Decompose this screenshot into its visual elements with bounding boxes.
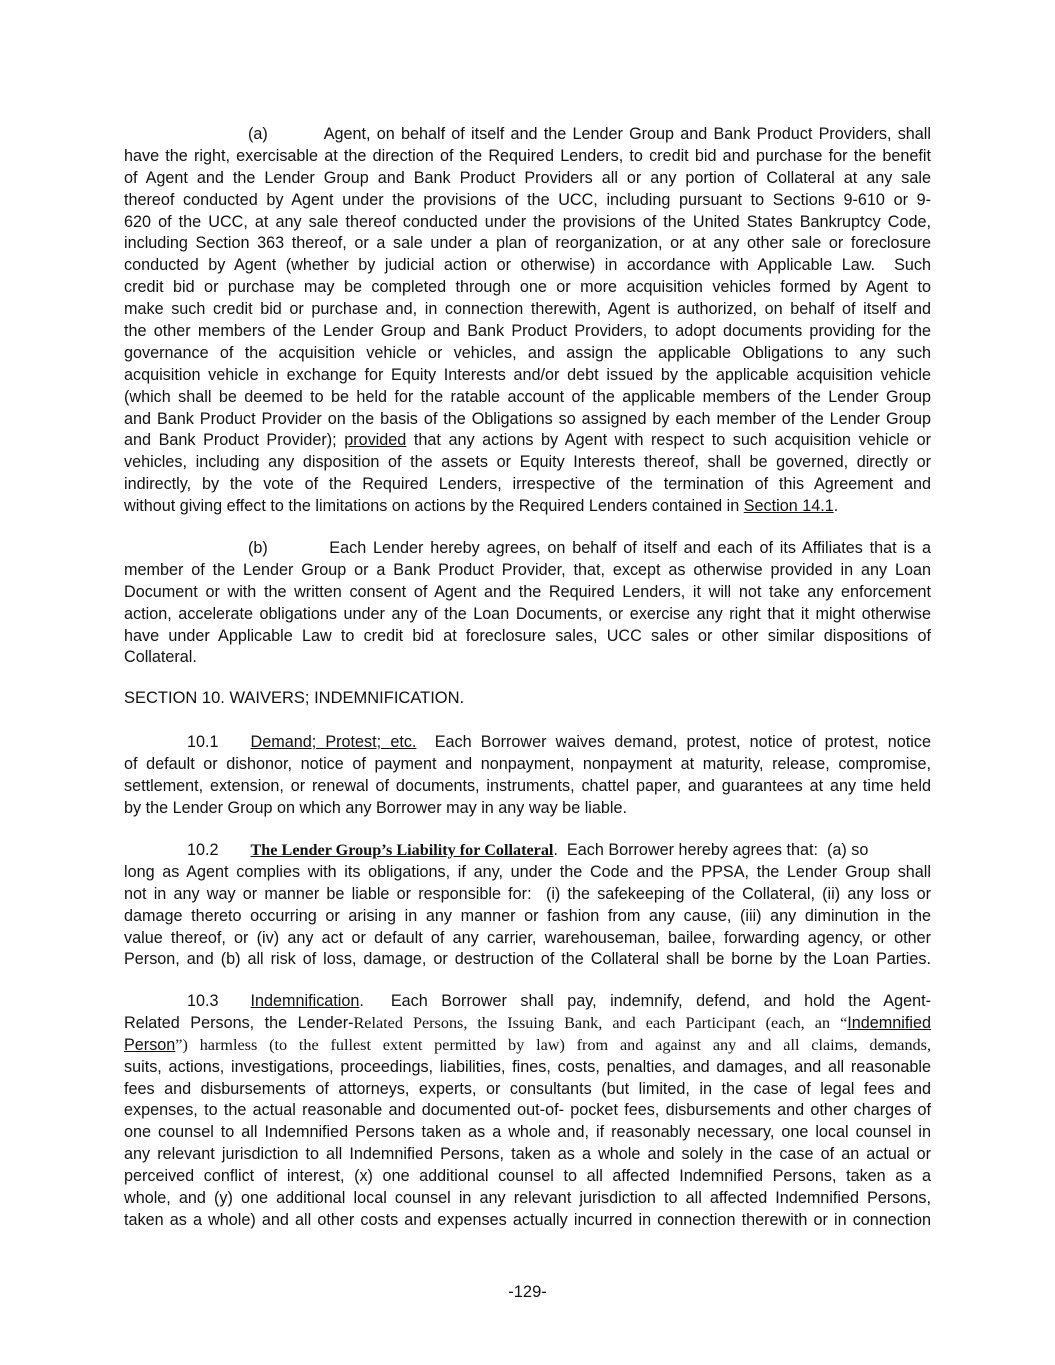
text-line: long as Agent complies with its obligations, if any, under the Code and the PPSA, the Lender Group shall [124, 862, 931, 881]
text-fragment: and Bank Product Provider); [124, 431, 345, 450]
text-line: including Section 363 thereof, or a sale under a plan of reorganization, or at any other sale or foreclosure [124, 234, 931, 253]
text-line: conducted by Agent (whether by judicial action or otherwise) in accordance with Applicable Law. Such [124, 256, 931, 275]
section-10-1-line [124, 732, 931, 754]
section-10-2 [124, 840, 931, 971]
text-line: the other members of the Lender Group and Bank Product Providers, to adopt documents providing for the [124, 322, 931, 341]
section-number: 10.3 [187, 992, 219, 1010]
text-line: Collateral. [124, 648, 197, 667]
defined-term-provided: provided [344, 431, 407, 450]
text-line: thereof conducted by Agent under the provisions of the UCC, including pursuant to Sections 9-610 or 9- [124, 190, 931, 209]
section-text: Related Persons, the Issuing Bank, and each Participant (each, an “ [353, 1013, 848, 1032]
section-title-liability: The Lender Group’s Liability for Collateral [250, 841, 554, 859]
text-line: indirectly, by the vote of the Required Lenders, irrespective of the termination of this Agreement and [124, 475, 931, 494]
section-10-1 [124, 732, 931, 820]
text-line [124, 496, 931, 518]
section-title-demand: Demand; Protest; etc. [250, 733, 417, 751]
text-line: action, accelerate obligations under any of the Loan Documents, or exercise any right that it might otherwise [124, 604, 931, 623]
page-number: -129- [508, 1283, 547, 1301]
text-line: taken as a whole) and all other costs and expenses actually incurred in connection therewith or in connection [124, 1210, 931, 1229]
section-reference-link[interactable]: Section 14.1 [743, 497, 834, 516]
text-line: whole, and (y) one additional local counsel in any relevant jurisdiction to all affected Indemnified Persons, [124, 1189, 931, 1208]
text-line: damage thereto occurring or arising in any manner or fashion from any cause, (iii) any diminution in the [124, 906, 931, 925]
text-line: and Bank Product Provider on the basis of the Obligations so assigned by each member of the Lender Group [124, 409, 931, 428]
text-line: of Agent and the Lender Group and Bank Product Providers all or any portion of Collateral at any sale [124, 168, 931, 187]
text-fragment: that any actions by Agent with respect to such acquisition vehicle or [406, 431, 931, 450]
text-fragment: . [833, 497, 839, 516]
text-line: any relevant jurisdiction to all Indemnified Persons, taken as a whole and solely in the case of an actual or [124, 1145, 931, 1164]
text-line: of default or dishonor, notice of payment and nonpayment, nonpayment at maturity, release, compromise, [124, 754, 931, 773]
text-line: perceived conflict of interest, (x) one additional counsel to all affected Indemnified Persons, taken as a [124, 1167, 931, 1186]
text-line: have the right, exercisable at the direction of the Required Lenders, to credit bid and purchase for the benefit [124, 146, 931, 165]
text-line: Person, and (b) all risk of loss, damage, or destruction of the Collateral shall be borne by the Loan Parties. [124, 950, 931, 969]
text-line [124, 430, 931, 452]
text-line: value thereof, or (iv) any act or default of any carrier, warehouseman, bailee, forwarding agency, or other [124, 928, 931, 947]
section-10-2-line [124, 840, 931, 862]
paragraph-b [124, 538, 931, 669]
text-line: credit bid or purchase may be completed through one or more acquisition vehicles formed by Agent to [124, 278, 931, 297]
text-line: acquisition vehicle in exchange for Equity Interests and/or debt issued by the applicable acquisition vehicle [124, 365, 931, 384]
text-line: (b) Each Lender hereby agrees, on behalf of itself and each of its Affiliates that is a [248, 539, 931, 557]
text-line: have under Applicable Law to credit bid at foreclosure sales, UCC sales or other similar dispositions of [124, 626, 931, 645]
section-number: 10.1 [187, 733, 219, 751]
text-line: settlement, extension, or renewal of documents, instruments, chattel paper, and guarantees at any time held [124, 776, 931, 795]
text-line: member of the Lender Group or a Bank Product Provider, that, except as otherwise provided in any Loan [124, 560, 931, 579]
text-line: vehicles, including any disposition of the assets or Equity Interests thereof, shall be governed, directly or [124, 453, 931, 472]
text-line: (which shall be deemed to be held for the ratable account of the applicable members of the Lender Group [124, 387, 931, 406]
section-text: . Each Borrower hereby agrees that: (a) so [553, 841, 869, 859]
text-line: fees and disbursements of attorneys, experts, or consultants (but limited, in the case of legal fees and [124, 1079, 931, 1098]
text-line: Document or with the written consent of Agent and the Required Lenders, it will not take any enforcement [124, 582, 931, 601]
section-number: 10.2 [186, 841, 219, 859]
section-text: Related Persons, the Lender- [124, 1013, 354, 1032]
text-fragment: without giving effect to the limitations on actions by the Required Lenders contained in [124, 497, 744, 516]
section-10-3 [124, 991, 931, 1232]
section-10-3-line [124, 1013, 931, 1035]
text-line: (a) Agent, on behalf of itself and the Lender Group and Bank Product Providers, shall [248, 125, 931, 143]
text-line: by the Lender Group on which any Borrower may in any way be liable. [124, 798, 627, 817]
section-text: Each Borrower waives demand, protest, notice of protest, notice [416, 733, 931, 751]
text-line: make such credit bid or purchase and, in connection therewith, Agent is authorized, on behalf of itself and [124, 300, 931, 319]
text-line: 620 of the UCC, at any sale thereof conducted under the provisions of the United States Bankruptcy Code, [124, 212, 931, 231]
section-10-3-line [124, 1035, 931, 1057]
defined-term-indemnified: Indemnified [847, 1013, 931, 1032]
section-text: ”) harmless (to the fullest extent permitted by law) from and against any and all claims, demands, [175, 1035, 931, 1054]
text-line: one counsel to all Indemnified Persons taken as a whole and, if reasonably necessary, one local counsel in [124, 1123, 931, 1142]
defined-term-person: Person [124, 1035, 176, 1054]
text-line: governance of the acquisition vehicle or vehicles, and assign the applicable Obligations to any such [124, 343, 931, 362]
text-line: not in any way or manner be liable or responsible for: (i) the safekeeping of the Collateral, (ii) any loss or [124, 884, 931, 903]
text-line: suits, actions, investigations, proceedings, liabilities, fines, costs, penalties, and damages, and all reasonable [124, 1057, 931, 1076]
paragraph-a [124, 124, 931, 518]
section-text: . Each Borrower shall pay, indemnify, defend, and hold the Agent- [359, 992, 931, 1010]
section-heading: SECTION 10. WAIVERS; INDEMNIFICATION. [124, 689, 465, 707]
section-title-indemnification: Indemnification [250, 992, 360, 1010]
section-10-3-line [124, 991, 931, 1013]
text-line: expenses, to the actual reasonable and documented out-of- pocket fees, disbursements and other charges of [124, 1101, 931, 1120]
